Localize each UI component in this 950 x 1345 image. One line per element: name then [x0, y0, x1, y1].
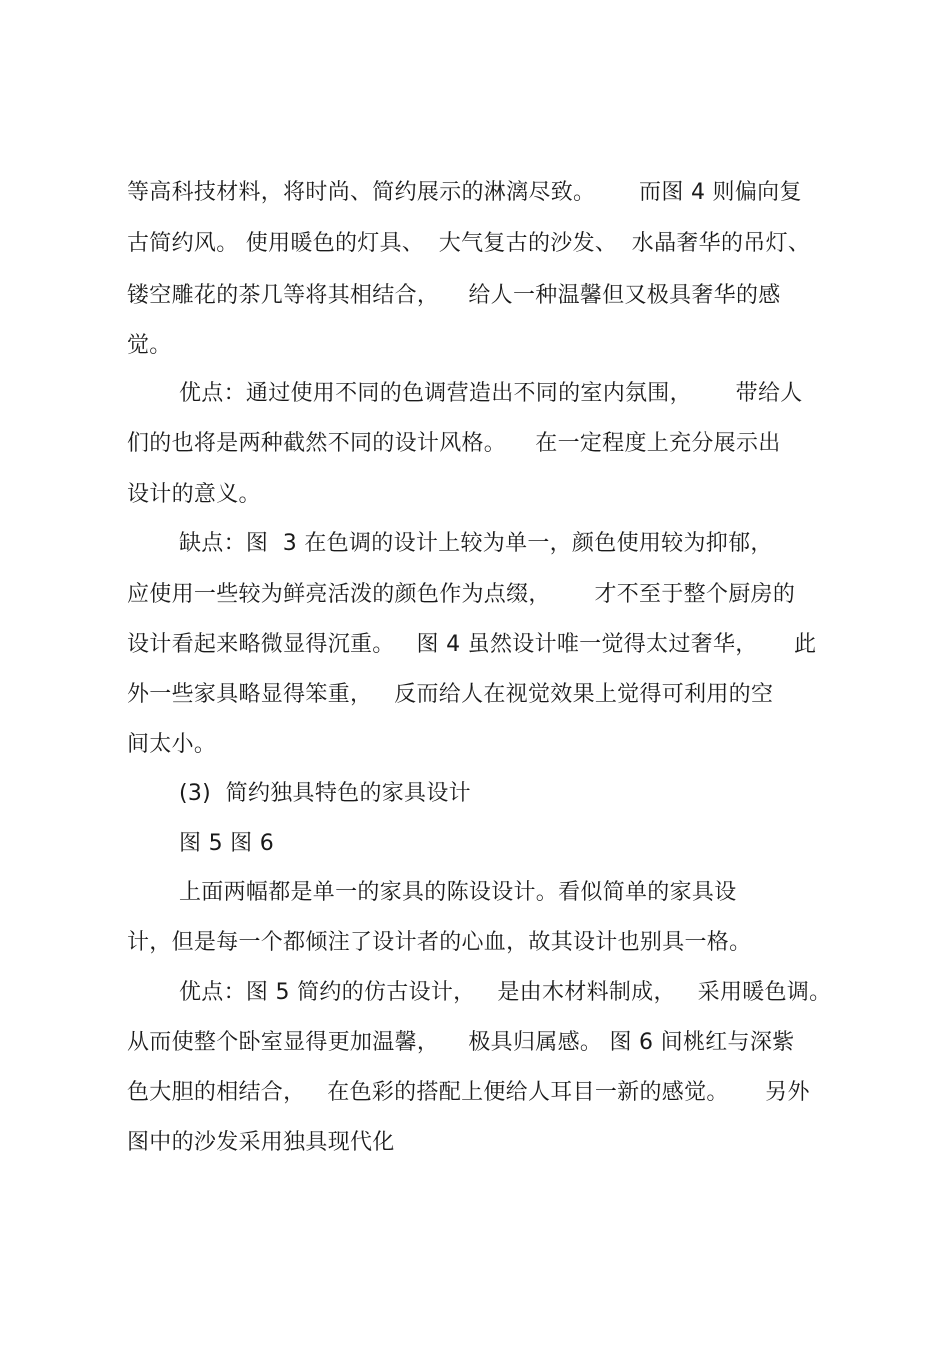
text-line: 计，但是每一个都倾注了设计者的心血，故其设计也别具一格。: [127, 930, 752, 955]
text-line: 色大胆的相结合， 在色彩的搭配上便给人耳目一新的感觉。 另外: [127, 1080, 810, 1105]
text-line: 上面两幅都是单一的家具的陈设设计。看似简单的家具设: [179, 880, 737, 905]
text-line: 优点：图 5 简约的仿古设计， 是由木材料制成， 采用暖色调。: [179, 980, 832, 1005]
text-line: 觉。: [127, 333, 172, 358]
text-line: 外一些家具略显得笨重， 反而给人在视觉效果上觉得可利用的空: [127, 682, 774, 707]
text-line: 们的也将是两种截然不同的设计风格。 在一定程度上充分展示出: [127, 431, 781, 456]
text-line: 镂空雕花的茶几等将其相结合， 给人一种温馨但又极具奢华的感: [127, 283, 781, 308]
text-line: 缺点：图 3 在色调的设计上较为单一，颜色使用较为抑郁，: [179, 531, 773, 556]
text-line: 古简约风。 使用暖色的灯具、 大气复古的沙发、 水晶奢华的吊灯、: [127, 231, 811, 256]
text-line: 优点：通过使用不同的色调营造出不同的室内氛围， 带给人: [179, 381, 803, 406]
text-line: 应使用一些较为鲜亮活泼的颜色作为点缀， 才不至于整个厨房的: [127, 582, 796, 607]
text-line: 等高科技材料，将时尚、简约展示的淋漓尽致。 而图 4 则偏向复: [127, 180, 802, 205]
text-line: 设计的意义。: [127, 482, 261, 507]
section-heading: (3) 简约独具特色的家具设计: [179, 781, 471, 806]
text-line: 间太小。: [127, 732, 217, 757]
text-line: 从而使整个卧室显得更加温馨， 极具归属感。 图 6 间桃红与深紫: [127, 1030, 795, 1055]
text-line: 设计看起来略微显得沉重。 图 4 虽然设计唯一觉得太过奢华， 此: [127, 632, 817, 657]
text-line: 图中的沙发采用独具现代化: [127, 1130, 395, 1155]
figure-caption: 图 5 图 6: [179, 831, 275, 856]
